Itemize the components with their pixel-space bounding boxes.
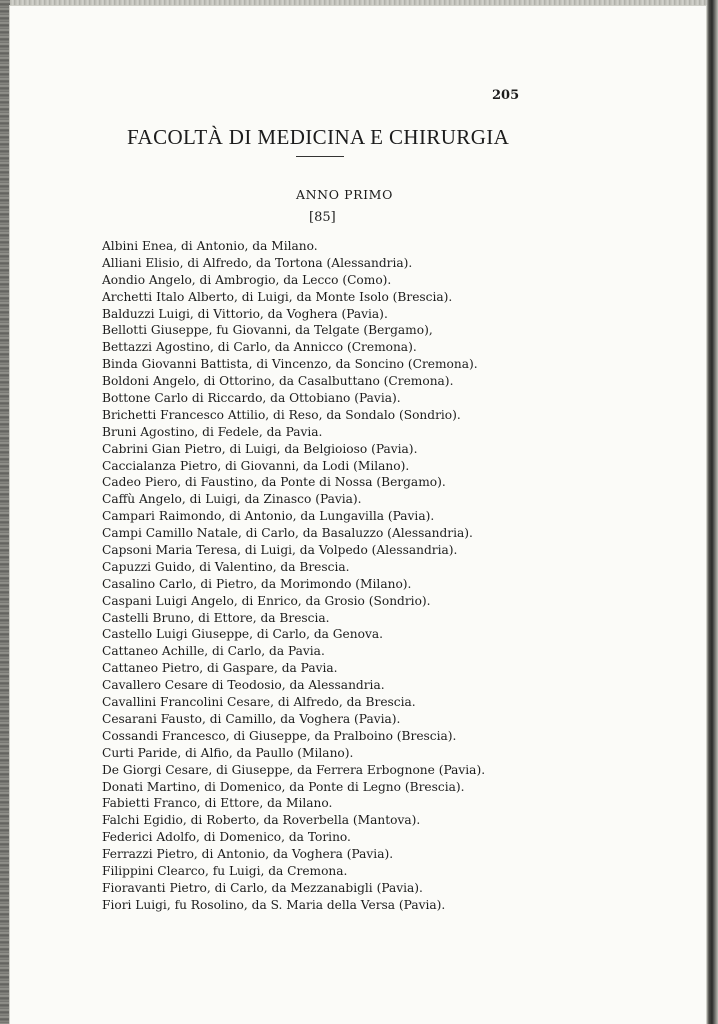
student-entry: Brichetti Francesco Attilio, di Reso, da Sondalo (Sondrio). [102,407,461,422]
student-entry: Archetti Italo Alberto, di Luigi, da Monte Isolo (Brescia). [102,289,453,304]
student-entry: Cadeo Piero, di Faustino, da Ponte di Nossa (Bergamo). [102,475,446,490]
student-entry: Cattaneo Achille, di Carlo, da Pavia. [102,644,325,659]
student-entry: De Giorgi Cesare, di Giuseppe, da Ferrera Erbognone (Pavia). [102,762,486,777]
student-list [102,238,512,914]
student-entry: Cavallero Cesare di Teodosio, da Alessandria. [102,678,385,693]
student-entry: Cattaneo Pietro, di Gaspare, da Pavia. [102,661,338,676]
book-spine-edge [0,0,10,1024]
student-entry: Curti Paride, di Alfio, da Paullo (Milano). [102,745,354,760]
student-entry: Casalino Carlo, di Pietro, da Morimondo (Milano). [102,576,412,591]
student-entry: Ferrazzi Pietro, di Antonio, da Voghera (Pavia). [102,847,394,862]
page-number: 205 [492,88,520,103]
student-count: [85] [309,210,336,225]
student-entry: Fiori Luigi, fu Rosolino, da S. Maria della Versa (Pavia). [102,897,446,912]
student-entry: Capuzzi Guido, di Valentino, da Brescia. [102,559,350,574]
faculty-title: FACOLTÀ DI MEDICINA E CHIRURGIA [127,125,510,149]
title-divider [296,156,344,157]
student-entry: Albini Enea, di Antonio, da Milano. [102,239,318,253]
student-entry: Alliani Elisio, di Alfredo, da Tortona (Alessandria). [102,255,413,270]
page-right-edge [706,0,718,1024]
student-entry: Boldoni Angelo, di Ottorino, da Casalbuttano (Cremona). [102,374,454,389]
student-entry: Falchi Egidio, di Roberto, da Roverbella (Mantova). [102,813,421,828]
student-entry: Balduzzi Luigi, di Vittorio, da Voghera (Pavia). [102,306,388,321]
student-entry: Donati Martino, di Domenico, da Ponte di Legno (Brescia). [102,779,465,794]
student-entry: Cossandi Francesco, di Giuseppe, da Pralboino (Brescia). [102,728,457,743]
document-page [10,6,706,1024]
student-entry: Caffù Angelo, di Luigi, da Zinasco (Pavia). [102,492,362,507]
student-entry: Caccialanza Pietro, di Giovanni, da Lodi (Milano). [102,458,410,473]
student-entry: Cesarani Fausto, di Camillo, da Voghera (Pavia). [102,711,401,726]
student-entry: Federici Adolfo, di Domenico, da Torino. [102,830,351,845]
student-entry: Bellotti Giuseppe, fu Giovanni, da Telgate (Bergamo), [102,323,433,338]
student-entry: Bruni Agostino, di Fedele, da Pavia. [102,424,323,439]
student-entry: Binda Giovanni Battista, di Vincenzo, da Soncino (Cremona). [102,357,478,372]
student-entry: Fioravanti Pietro, di Carlo, da Mezzanabigli (Pavia). [102,880,423,895]
student-entry: Campari Raimondo, di Antonio, da Lungavilla (Pavia). [102,509,435,524]
student-entry: Cabrini Gian Pietro, di Luigi, da Belgioioso (Pavia). [102,441,418,456]
student-entry: Campi Camillo Natale, di Carlo, da Basaluzzo (Alessandria). [102,526,473,541]
student-entry: Bettazzi Agostino, di Carlo, da Annicco (Cremona). [102,340,417,355]
student-entry: Aondio Angelo, di Ambrogio, da Lecco (Como). [102,272,392,287]
student-entry: Caspani Luigi Angelo, di Enrico, da Grosio (Sondrio). [102,593,431,608]
year-heading: ANNO PRIMO [296,187,393,202]
student-entry: Cavallini Francolini Cesare, di Alfredo, da Brescia. [102,695,416,710]
student-entry: Castello Luigi Giuseppe, di Carlo, da Genova. [102,627,383,642]
student-entry: Filippini Clearco, fu Luigi, da Cremona. [102,863,348,878]
student-entry: Bottone Carlo di Riccardo, da Ottobiano (Pavia). [102,391,401,406]
student-entry: Capsoni Maria Teresa, di Luigi, da Volpedo (Alessandria). [102,543,458,558]
student-entry: Castelli Bruno, di Ettore, da Brescia. [102,610,330,625]
student-entry: Fabietti Franco, di Ettore, da Milano. [102,796,333,811]
